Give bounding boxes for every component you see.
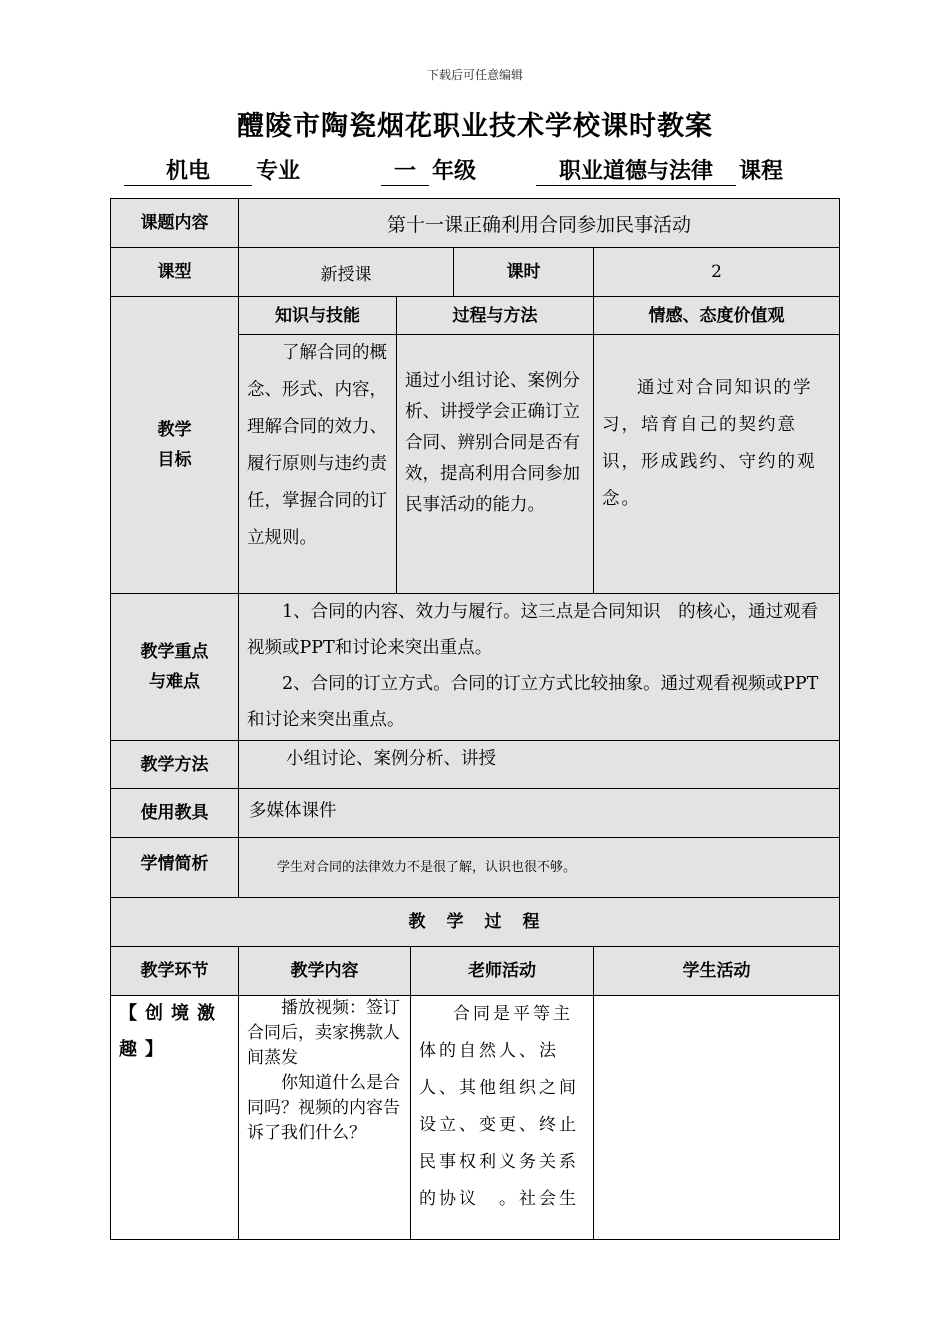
process-header-student-text: 学生活动 xyxy=(682,961,751,981)
keypoints-label-line1: 教学重点 xyxy=(140,642,209,662)
objectives-label-line1: 教学 xyxy=(157,420,192,440)
process-row1-student xyxy=(593,995,840,1240)
analysis-value: 学生对合同的法律效力不是很了解，认识也很不够。 xyxy=(238,837,840,898)
major-value: 机电 xyxy=(124,157,252,186)
type-value: 新授课 xyxy=(238,247,454,297)
objectives-col2-text: 通过小组讨论、案例分析、讲授学会正确订立合同、辨别合同是否有效，提高利用合同参加民事活动的能力。 xyxy=(396,334,594,594)
process-row1-stage: 【创境激趣】 xyxy=(110,995,239,1240)
keypoint-1: 1、合同的内容、效力与履行。这三点是合同知识 的核心，通过观看视频或PPT和讨论来突出重点。 xyxy=(247,602,819,658)
major-label: 专业 xyxy=(256,158,301,184)
objectives-col3-header xyxy=(593,296,840,335)
type-label xyxy=(110,247,239,297)
process-row1-content-p1: 播放视频：签订合同后，卖家携款人间蒸发 xyxy=(247,998,400,1068)
process-header-teacher xyxy=(410,946,594,996)
process-header-student xyxy=(593,946,840,996)
type-label-text: 课型 xyxy=(157,262,192,282)
grade-label: 年级 xyxy=(432,158,477,184)
process-row1-teacher: 合同是平等主体的自然人、法人、其他组织之间设立、变更、终止民事权利义务关系的协议 。社会生 xyxy=(410,995,594,1240)
hours-label xyxy=(453,247,594,297)
tools-value: 多媒体课件 xyxy=(238,788,840,838)
process-row1-content-p2: 你知道什么是合同吗？视频的内容告诉了我们什么？ xyxy=(247,1073,400,1143)
process-title xyxy=(110,897,840,947)
process-header-content xyxy=(238,946,411,996)
process-header-stage-text: 教学环节 xyxy=(140,961,209,981)
topic-label-text: 课题内容 xyxy=(140,213,209,233)
objectives-label-line2: 目标 xyxy=(157,450,192,470)
process-title-text: 教 学 过 程 xyxy=(408,912,542,932)
header-note: 下载后可任意编辑 xyxy=(426,68,523,82)
objectives-col1-header xyxy=(238,296,397,335)
process-header-content-text: 教学内容 xyxy=(290,961,359,981)
topic-label xyxy=(110,198,239,248)
objectives-col3-header-text: 情感、态度价值观 xyxy=(648,305,785,326)
method-value: 小组讨论、案例分析、讲授 xyxy=(238,740,840,789)
hours-value: 2 xyxy=(593,247,840,297)
subheader-line xyxy=(0,157,950,189)
grade-value: 一 xyxy=(381,157,429,186)
objectives-col2-header-text: 过程与方法 xyxy=(452,305,538,326)
objectives-col1-text: 了解合同的概念、形式、内容，理解合同的效力、履行原则与违约责任，掌握合同的订立规则。 xyxy=(238,334,397,594)
process-header-teacher-text: 老师活动 xyxy=(468,961,536,981)
analysis-label xyxy=(110,837,239,898)
objectives-label xyxy=(110,296,239,594)
topic-value: 第十一课正确利用合同参加民事活动 xyxy=(238,198,840,248)
analysis-label-text: 学情简析 xyxy=(140,853,209,874)
process-header-stage xyxy=(110,946,239,996)
keypoints-content xyxy=(238,593,840,741)
objectives-col2-header xyxy=(396,296,594,335)
hours-label-text: 课时 xyxy=(506,262,541,282)
method-label-text: 教学方法 xyxy=(140,754,209,775)
tools-label-text: 使用教具 xyxy=(140,803,209,823)
objectives-col3-text: 通过对合同知识的学习，培育自己的契约意识，形成践约、守约的观念。 xyxy=(593,334,840,594)
keypoints-label-line2: 与难点 xyxy=(149,672,200,692)
keypoints-label xyxy=(110,593,239,741)
objectives-col1-header-text: 知识与技能 xyxy=(275,305,360,326)
tools-label xyxy=(110,788,239,838)
page-title: 醴陵市陶瓷烟花职业技术学校课时教案 xyxy=(237,111,713,142)
course-label: 课程 xyxy=(739,158,784,184)
course-value: 职业道德与法律 xyxy=(536,157,736,186)
method-label xyxy=(110,740,239,789)
process-row1-content xyxy=(238,995,411,1240)
keypoint-2: 2、合同的订立方式。合同的订立方式比较抽象。通过观看视频或PPT和讨论来突出重点。 xyxy=(247,674,819,730)
